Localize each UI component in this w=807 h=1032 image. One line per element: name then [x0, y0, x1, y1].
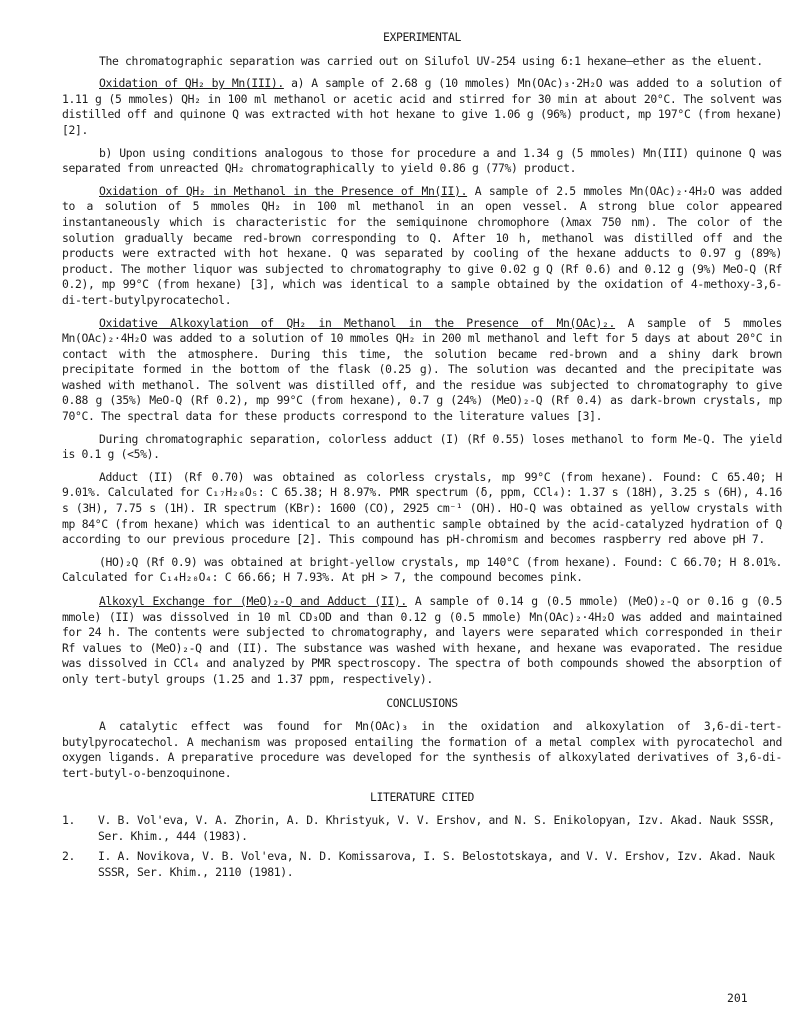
section-title-conclusions: CONCLUSIONS [386, 695, 458, 710]
reference-text: I. A. Novikova, V. B. Vol'eva, N. D. Komissarova, I. S. Belostotskaya, and V. V. Ershov, Izv. Akad. Nauk SSSR, Ser. Khim., 2110 (1981). [98, 849, 775, 879]
text-procedure-a: a) A sample of 2.68 g (10 mmoles) Mn(OAc)₃·2H₂O was added to a solution of 1.11 g (5 mmoles) QH₂ in 100 ml methanol or acetic acid and stirred for 30 min at about 20°C. The solvent was distilled off and quinone Q was extracted with hot hexane to give 1.06 g (96%) product, mp 197°C (from hexane) [2]. [62, 76, 783, 137]
reference-item [62, 813, 782, 844]
subheading-oxidation-mn2: Oxidation of QH₂ in Methanol in the Presence of Mn(II). [99, 183, 468, 198]
subheading-oxidation-mn3: Oxidation of QH₂ by Mn(III). [99, 76, 284, 91]
page-number: 201 [727, 991, 748, 1005]
section-title-literature: LITERATURE CITED [369, 789, 475, 804]
paragraph-adduct-i: During chromatographic separation, colorless adduct (I) (Rf 0.55) loses methanol to form Me-Q. The yield is 0.1 g (<5%). [62, 431, 782, 462]
paragraph-conclusions: A catalytic effect was found for Mn(OAc)₃ in the oxidation and alkoxylation of 3,6-di-tert-butylpyrocatechol. A mechanism was proposed entailing the formation of a metal complex with pyrocatechol and oxygen ligands. A preparative procedure was developed for the synthesis of alkoxylated derivatives of 3,6-di-tert-butyl-o-benzoquinone. [62, 719, 782, 780]
paragraph-oxidation-mn3 [62, 76, 782, 138]
paragraph-procedure-b: b) Upon using conditions analogous to those for procedure a and 1.34 g (5 mmoles) Mn(III) quinone Q was separated from unreacted QH₂ chromatographically to yield 0.86 g (77%) product. [62, 145, 782, 176]
text-oxidative-alkoxylation: A sample of 5 mmoles Mn(OAc)₂·4H₂O was added to a solution of 10 mmoles QH₂ in 200 ml methanol and left for 5 days at about 20°C in contact with the atmosphere. During this time, the solution became red-brown and a shiny dark brown precipitate formed in the bottom of the flask (0.25 g). The solution was decanted and the precipitate was washed with methanol. The solvent was distilled off, and the residue was subjected to chromatography to give 0.88 g (35%) MeO-Q (Rf 0.2), mp 99°C (from hexane), 0.7 g (24%) (MeO)₂-Q (Rf 0.4) as dark-brown crystals, mp 70°C. The spectral data for these products correspond to the literature values [3]. [62, 315, 783, 424]
paragraph-adduct-ii: Adduct (II) (Rf 0.70) was obtained as colorless crystals, mp 99°C (from hexane). Found: C 65.40; H 9.01%. Calculated for C₁₇H₂₈O₅: C 65.38; H 8.97%. PMR spectrum (δ, ppm, CCl₄): 1.37 s (18H), 3.25 s (6H), 4.16 s (3H), 7.75 s (1H). IR spectrum (KBr): 1600 (CO), 2925 cm⁻¹ (OH). HO-Q was obtained as yellow crystals with mp 84°C (from hexane) which was identical to an authentic sample obtained by the acid-catalyzed hydration of Q according to our previous procedure [2]. This compound has pH-chromism and becomes raspberry red above pH 7. [62, 469, 782, 547]
reference-list [62, 813, 782, 880]
text-oxidation-mn2: A sample of 2.5 mmoles Mn(OAc)₂·4H₂O was added to a solution of 5 mmoles QH₂ in 100 ml methanol in an open vessel. A strong blue color appeared instantaneously which is characteristic for the semiquinone chromophore (λmax 750 nm). The color of the solution gradually became red-brown corresponding to Q. After 10 h, methanol was distilled off and the products were extracted with hot hexane. Q was separated by cooling of the hexane adducts to 0.97 g (89%) product. The mother liquor was subjected to chromatography to give 0.02 g Q (Rf 0.6) and 0.12 g (9%) MeO-Q (Rf 0.2), mp 99°C (from hexane) [3], which was identical to a sample obtained by the oxidation of 4-methoxy-3,6-di-tert-butylpyrocatechol. [62, 183, 782, 307]
paragraph-oxidative-alkoxylation [62, 316, 782, 425]
section-title-experimental: EXPERIMENTAL [382, 30, 462, 44]
reference-item [62, 849, 782, 880]
paragraph-intro: The chromatographic separation was carried out on Silufol UV-254 using 6:1 hexane–ether as the eluent. [99, 53, 763, 68]
paragraph-oxidation-mn2 [62, 184, 782, 309]
reference-number: 1. [62, 813, 76, 828]
subheading-alkoxyl-exchange: Alkoxyl Exchange for (MeO)₂-Q and Adduct (II). [99, 594, 407, 608]
paper-page [62, 30, 782, 886]
subheading-oxidative-alkoxylation: Oxidative Alkoxylation of QH₂ in Methanol in the Presence of Mn(OAc)₂. [99, 315, 616, 330]
paragraph-alkoxyl-exchange [62, 594, 782, 688]
paragraph-ho2q: (HO)₂Q (Rf 0.9) was obtained at bright-yellow crystals, mp 140°C (from hexane). Found: C 66.70; H 8.01%. Calculated for C₁₄H₂₀O₄: C 66.66; H 7.93%. At pH > 7, the compound becomes pink. [62, 554, 782, 585]
text-alkoxyl-exchange: A sample of 0.14 g (0.5 mmole) (MeO)₂-Q or 0.16 g (0.5 mmole) (II) was dissolved in 10 ml CD₃OD and than 0.12 g (0.5 mmole) Mn(OAc)₂·4H₂O was added and maintained for 24 h. The contents were subjected to chromatography, and layers were separated which corresponded in their Rf values to (MeO)₂-Q and (II). The substance was washed with hexane, and hexane was evaporated. The residue was dissolved in CCl₄ and analyzed by PMR spectroscopy. The spectra of both compounds showed the absorption of only tert-butyl groups (1.25 and 1.37 ppm, respectively). [62, 594, 783, 686]
reference-number: 2. [62, 849, 76, 864]
reference-text: V. B. Vol'eva, V. A. Zhorin, A. D. Khristyuk, V. V. Ershov, and N. S. Enikolopyan, Izv. Akad. Nauk SSSR, Ser. Khim., 444 (1983). [98, 813, 775, 843]
